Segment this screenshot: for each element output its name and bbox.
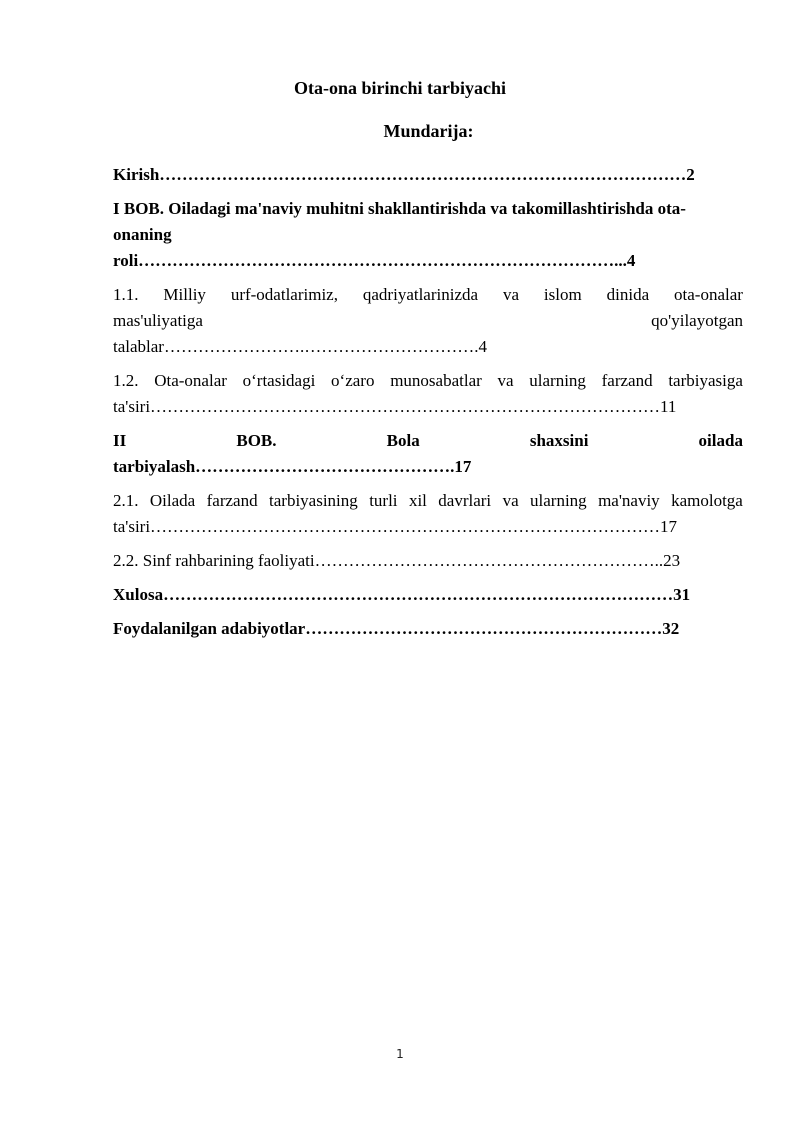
toc-section1-2-line2: ta'siri………………………………………………………………………………11 bbox=[113, 397, 677, 416]
document-title: Ota-ona birinchi tarbiyachi bbox=[293, 78, 506, 98]
word: Ota-onalar bbox=[154, 371, 227, 390]
word: o‘rtasidagi bbox=[242, 371, 316, 390]
word: kamolotga bbox=[671, 491, 743, 510]
toc-entry-section-1-1[interactable] bbox=[113, 282, 743, 360]
word: Milliy bbox=[163, 285, 206, 304]
toc-section1-1-line3: talablar…………………….………………………….4 bbox=[113, 337, 487, 356]
toc-section1-2-line1 bbox=[113, 368, 743, 394]
word: 1.1. bbox=[113, 285, 139, 304]
page-number: 1 bbox=[396, 1047, 404, 1061]
word: farzand bbox=[601, 371, 653, 390]
word: Oilada bbox=[149, 491, 196, 510]
toc-chapter1-line1: I BOB. Oiladagi ma'naviy muhitni shakllantirishda va takomillashtirishda ota- bbox=[113, 199, 686, 218]
toc-entry-references[interactable] bbox=[113, 616, 743, 642]
toc-intro-line: Kirish…………………………………………………………………………………2 bbox=[113, 165, 695, 184]
toc-conclusion-line: Xulosa………………………………………………………………………………31 bbox=[113, 585, 691, 604]
toc-chapter1-line3: roli…………………………………………………………………………...4 bbox=[113, 251, 636, 270]
word: turli bbox=[369, 491, 398, 510]
toc-section2-2-line: 2.2. Sinf rahbarining faoliyati……………………………………………………..23 bbox=[113, 551, 681, 570]
word: va bbox=[502, 491, 519, 510]
toc-entry-conclusion[interactable] bbox=[113, 582, 743, 608]
toc-entry-intro[interactable] bbox=[113, 162, 743, 188]
word: davrlari bbox=[438, 491, 492, 510]
toc-chapter1-line2: onaning bbox=[113, 225, 172, 244]
toc-chapter2-line1 bbox=[113, 428, 743, 454]
word: BOB. bbox=[236, 431, 277, 450]
word: qo'yilayotgan bbox=[651, 311, 743, 330]
word: islom bbox=[543, 285, 582, 304]
toc-section1-1-line2 bbox=[113, 308, 743, 334]
word: va bbox=[497, 371, 514, 390]
toc-section2-1-line2: ta'siri………………………………………………………………………………17 bbox=[113, 517, 678, 536]
toc-entry-section-1-2[interactable] bbox=[113, 368, 743, 420]
word: munosabatlar bbox=[390, 371, 482, 390]
toc-entry-chapter-2[interactable] bbox=[113, 428, 743, 480]
toc-section2-1-line1 bbox=[113, 488, 743, 514]
toc-entry-chapter-1[interactable] bbox=[113, 196, 743, 274]
word: o‘zaro bbox=[331, 371, 375, 390]
word: 1.2. bbox=[113, 371, 139, 390]
toc-entry-section-2-1[interactable] bbox=[113, 488, 743, 540]
word: qadriyatlarinizda bbox=[362, 285, 479, 304]
word: shaxsini bbox=[529, 431, 589, 450]
table-of-contents bbox=[113, 162, 743, 650]
word: tarbiyasining bbox=[269, 491, 358, 510]
word: va bbox=[502, 285, 520, 304]
word: tarbiyasiga bbox=[668, 371, 743, 390]
toc-section1-1-line1 bbox=[113, 282, 743, 308]
word: ularning bbox=[529, 371, 586, 390]
toc-entry-section-2-2[interactable] bbox=[113, 548, 743, 574]
toc-references-line: Foydalanilgan adabiyotlar………………………………………………………32 bbox=[113, 619, 680, 638]
word: 2.1. bbox=[113, 491, 139, 510]
word: oilada bbox=[698, 431, 743, 450]
word: Bola bbox=[386, 431, 420, 450]
toc-heading: Mundarija: bbox=[383, 121, 474, 141]
word: xil bbox=[408, 491, 427, 510]
word: ma'naviy bbox=[598, 491, 660, 510]
word: urf-odatlarimiz, bbox=[230, 285, 338, 304]
word: ota-onalar bbox=[674, 285, 743, 304]
word: dinida bbox=[606, 285, 650, 304]
word: ularning bbox=[530, 491, 587, 510]
word: mas'uliyatiga bbox=[113, 311, 203, 330]
word: farzand bbox=[206, 491, 258, 510]
toc-chapter2-line2: tarbiyalash……………………………………….17 bbox=[113, 457, 472, 476]
word: II bbox=[113, 431, 127, 450]
